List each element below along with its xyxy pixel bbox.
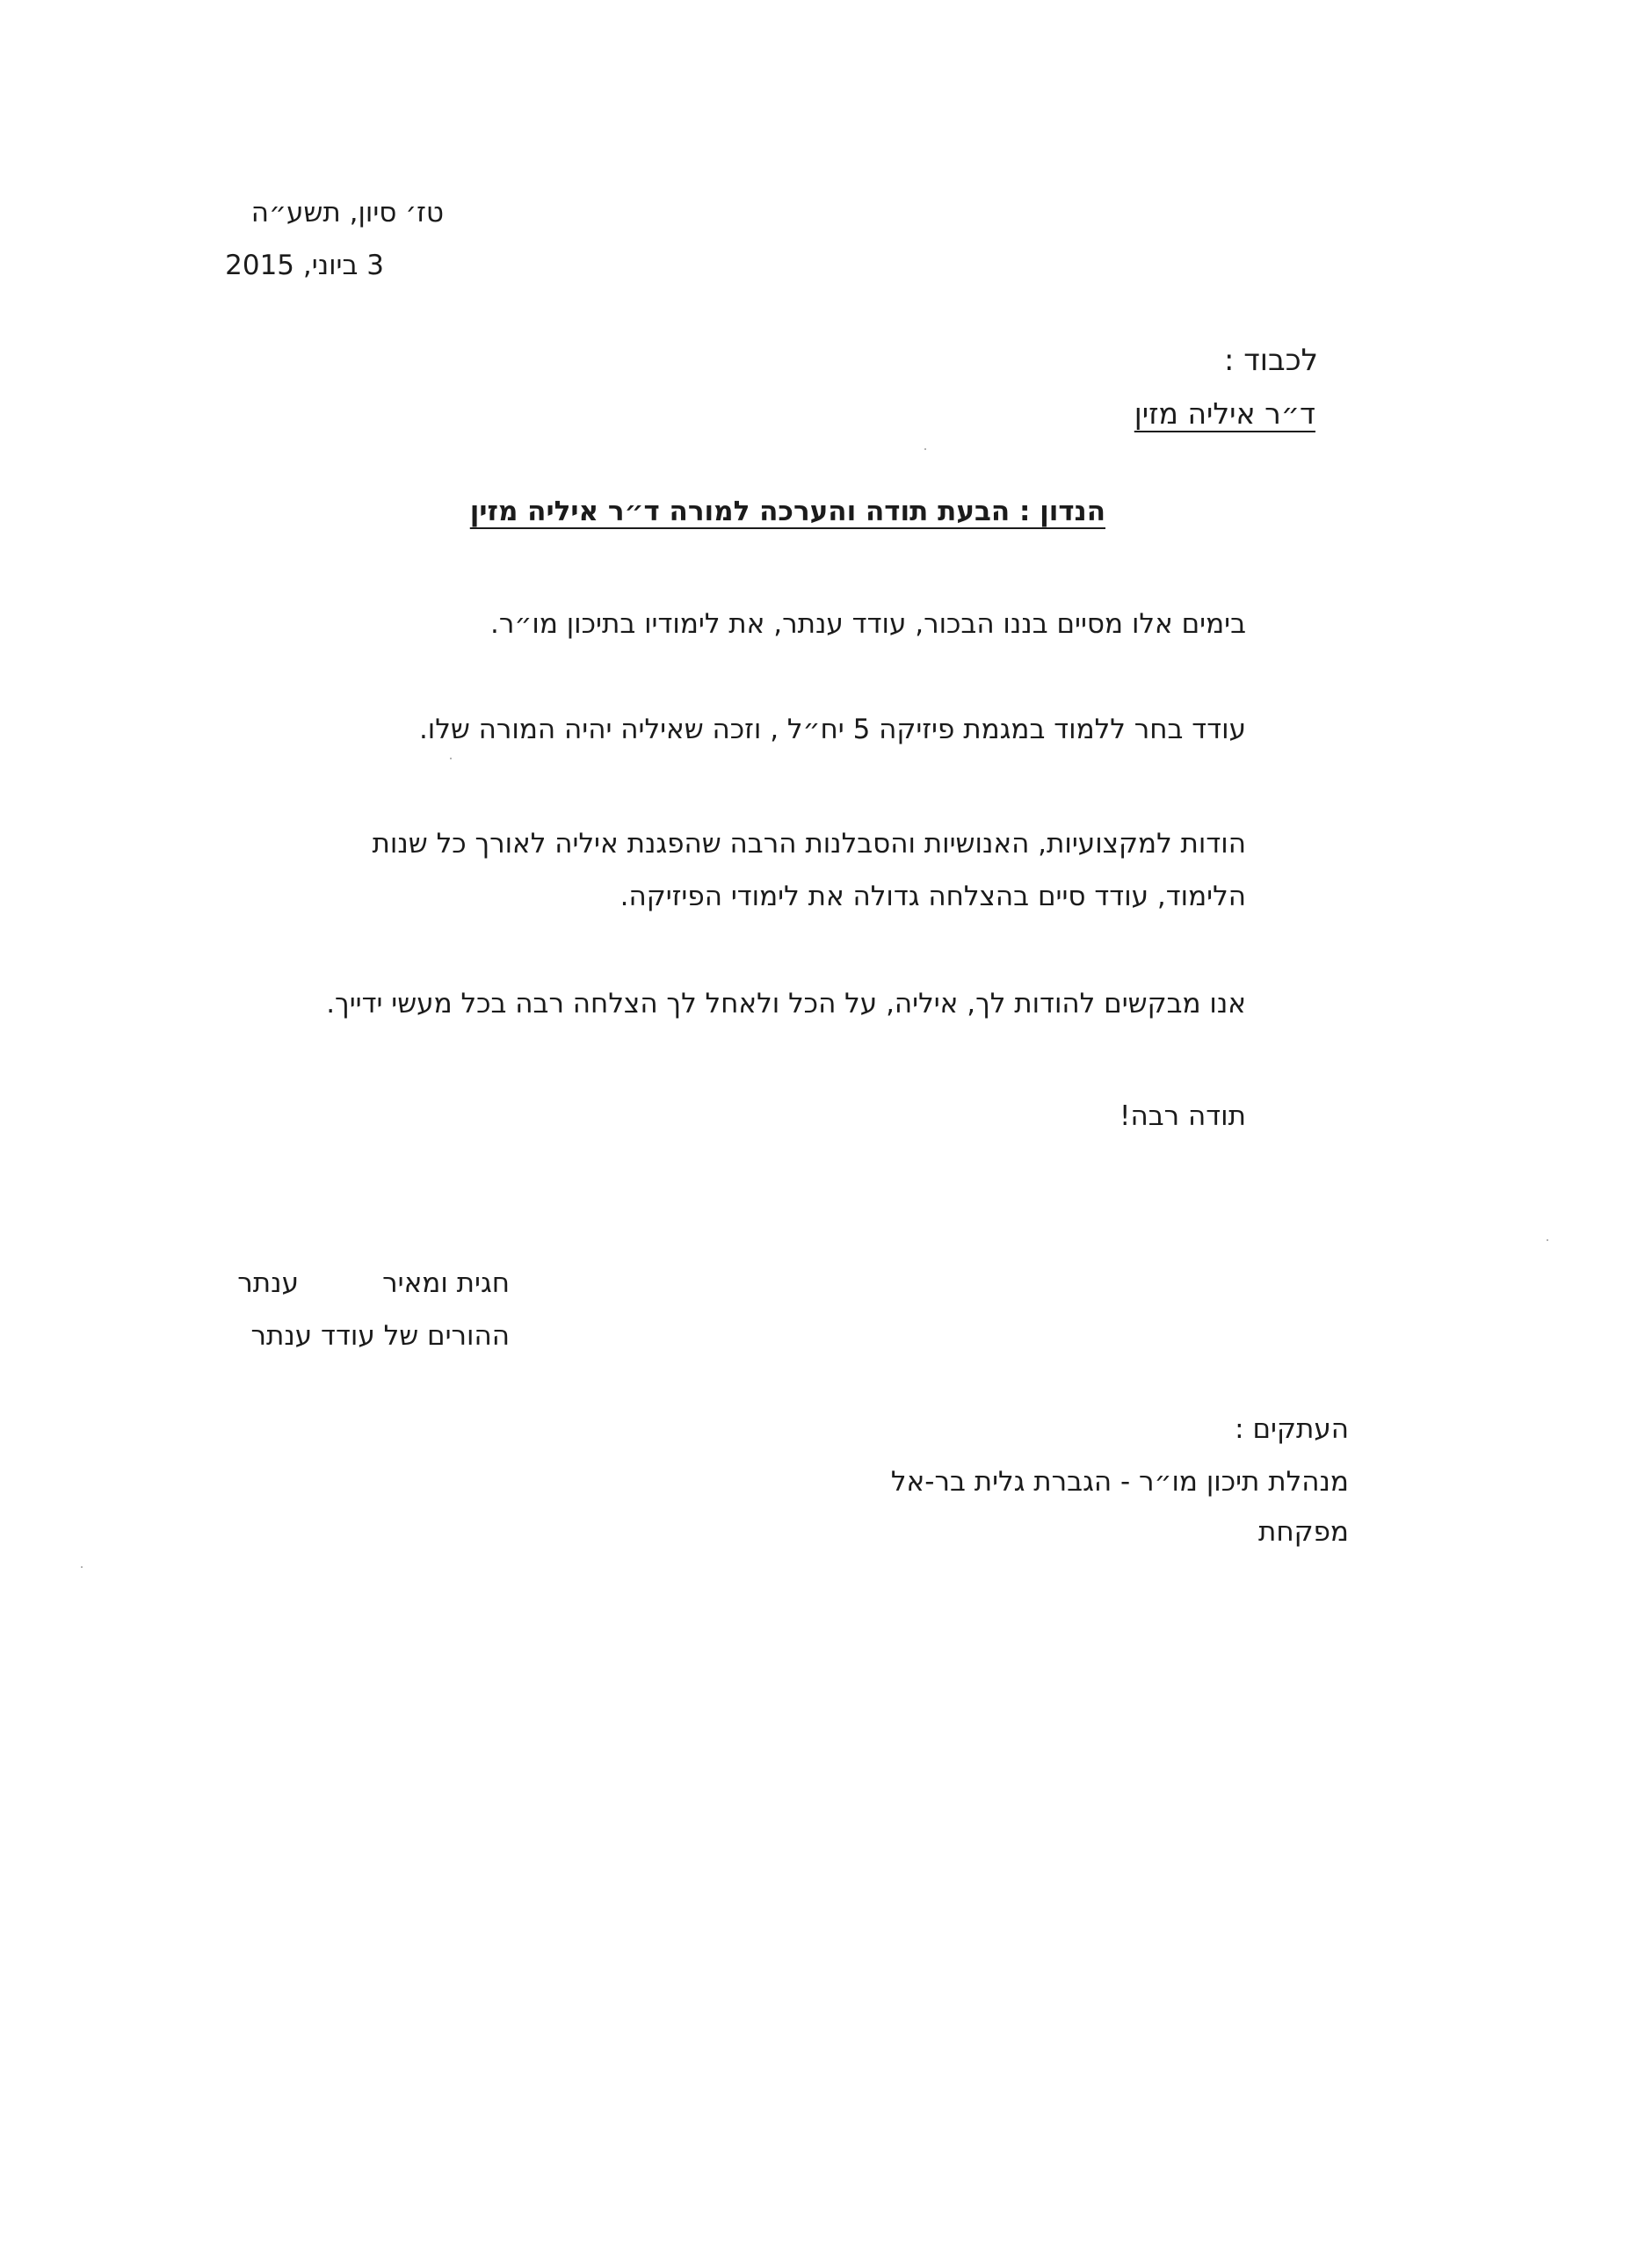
signature-role: ההורים של עודד ענתר (250, 1320, 510, 1352)
scan-speck (81, 1566, 83, 1568)
body-paragraph-4: אנו מבקשים להודות לך, איליה, על הכל ולאחל לך הצלחה רבה בכל מעשי ידייך. (326, 988, 1246, 1020)
gregorian-date: 3 ביוני, 2015 (225, 250, 384, 281)
salutation: לכבוד : (1223, 343, 1318, 378)
body-paragraph-1: בימים אלו מסיים בננו הבכור, עודד ענתר, את לימודיו בתיכון מו״ר. (490, 608, 1246, 640)
copies-line-1: מנהלת תיכון מו״ר - הגברת גלית בר-אל (890, 1466, 1349, 1498)
signature-surname: ענתר (237, 1267, 299, 1299)
closing: תודה רבה! (1119, 1100, 1246, 1132)
recipient-name: ד״ר איליה מזין (1134, 396, 1315, 431)
body-paragraph-3-line-1: הודות למקצועיות, האנושיות והסבלנות הרבה שהפגנת איליה לאורך כל שנות (372, 828, 1246, 860)
copies-label: העתקים : (1235, 1413, 1349, 1445)
subject-line: הנדון : הבעת תודה והערכה למורה ד״ר איליה מזין (469, 496, 1105, 527)
scan-speck (450, 758, 452, 759)
copies-line-2: מפקחת (1257, 1516, 1349, 1548)
body-paragraph-3-line-2: הלימוד, עודד סיים בהצלחה גדולה את לימודי הפיזיקה. (620, 881, 1246, 912)
scan-speck (924, 448, 926, 450)
body-paragraph-2: עודד בחר ללמוד במגמת פיזיקה 5 יח״ל , וזכה שאיליה יהיה המורה שלו. (418, 714, 1246, 745)
hebrew-date: טז׳ סיון, תשע״ה (250, 197, 444, 229)
signature-first-names: חגית ומאיר (382, 1267, 510, 1299)
scan-speck (1547, 1239, 1548, 1241)
